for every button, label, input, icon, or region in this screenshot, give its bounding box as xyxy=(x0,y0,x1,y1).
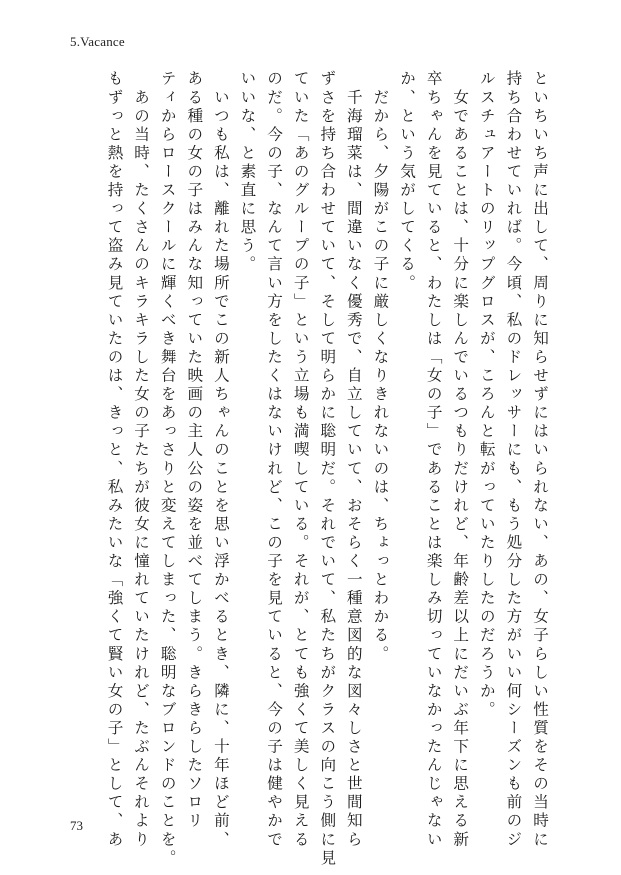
text-line: だから、夕陽がこの子に厳しくなりきれないのは、ちょっとわかる。 xyxy=(371,70,390,664)
text-line: ティからロースクールに輝くべき舞台をあっさりと変えてしまった、聡明なブロンドのことを。 xyxy=(158,70,177,868)
text-line: 卒ちゃんを見ていると、わたしは「女の子」であることは楽しみ切っていなかったんじゃない xyxy=(424,70,443,850)
text-line: ずさを持ち合わせていて、そして明らかに聡明だ。それでいて、私たちがクラスの向こう側に見 xyxy=(318,70,337,868)
text-line: いいな、と素直に思う。 xyxy=(238,70,257,275)
text-line: ていた「あのグループの子」という立場も満喫している。それが、とても強くて美しく見える xyxy=(291,70,310,850)
running-head: 5.Vacance xyxy=(70,34,125,49)
text-line: 女であることは、十分に楽しんでいるつもりだけれど、年齢差以上にだいぶ年下に思える新 xyxy=(451,70,470,850)
text-line: ある種の女の子はみんな知っていた映画の主人公の姿を並べてしまう。きらきらしたソロリ xyxy=(185,70,204,831)
text-line: か、という気がしてくる。 xyxy=(398,70,417,293)
text-line: といちいち声に出して、周りに知らせずにはいられない、あの、女子らしい性質をその当時に xyxy=(531,70,549,850)
text-line: いつも私は、離れた場所でこの新人ちゃんのことを思い浮かべるとき、隣に、十年ほど前、 xyxy=(211,70,230,850)
text-line: のだ。今の子、なんて言い方をしたくはないけれど、この子を見ていると、今の子は健やかで xyxy=(265,70,284,850)
text-line: ルスチュアートのリップグロスが、ころんと転がっていたりしたのだろうか。 xyxy=(477,70,496,720)
text-line: 千海瑠菜は、間違いなく優秀で、自立していて、おそらく一種意図的な図々しさと世間知ら xyxy=(344,70,363,850)
text-line: 持ち合わせていれば。今頃、私のドレッサーにも、もう処分した方がいい何シーズンも前のジ xyxy=(504,70,523,850)
page-number: 73 xyxy=(70,818,83,833)
text-line: あの当時、たくさんのキラキラした女の子たちが彼女に憧れていたけれど、たぶんそれより xyxy=(132,70,151,850)
text-line: もずっと熱を持って盗み見ていたのは、きっと、私みたいな「強くて賢い女の子」として、あ xyxy=(105,70,124,850)
